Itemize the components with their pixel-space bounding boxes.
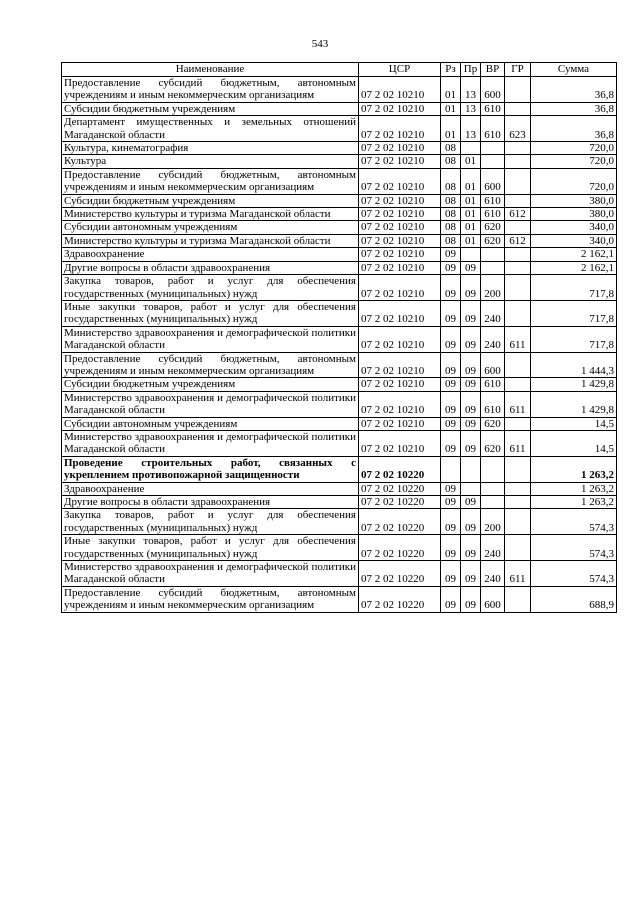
cell-name: Предоставление субсидий бюджетным, автономным учреждениям и иным некоммерческим организациям [62, 352, 359, 378]
cell-rz: 01 [441, 77, 461, 103]
cell-rz: 08 [441, 221, 461, 234]
cell-csr: 07 2 02 10210 [359, 378, 441, 391]
cell-vr: 240 [481, 561, 505, 587]
cell-pr [461, 482, 481, 495]
cell-sum: 717,8 [531, 300, 617, 326]
table-row [62, 326, 617, 352]
table-row [62, 378, 617, 391]
cell-pr: 09 [461, 378, 481, 391]
cell-sum: 340,0 [531, 221, 617, 234]
cell-sum: 720,0 [531, 168, 617, 194]
cell-csr: 07 2 02 10220 [359, 509, 441, 535]
cell-sum: 688,9 [531, 586, 617, 612]
cell-gr: 611 [505, 326, 531, 352]
cell-csr: 07 2 02 10210 [359, 168, 441, 194]
cell-gr: 611 [505, 561, 531, 587]
cell-name: Предоставление субсидий бюджетным, автономным учреждениям и иным некоммерческим организациям [62, 77, 359, 103]
cell-name: Культура, кинематография [62, 142, 359, 155]
cell-name: Другие вопросы в области здравоохранения [62, 496, 359, 509]
cell-name: Здравоохранение [62, 248, 359, 261]
header-name: Наименование [62, 63, 359, 77]
cell-name: Другие вопросы в области здравоохранения [62, 261, 359, 274]
cell-sum: 340,0 [531, 234, 617, 247]
cell-pr: 09 [461, 261, 481, 274]
table-row [62, 168, 617, 194]
cell-gr [505, 142, 531, 155]
cell-rz: 09 [441, 248, 461, 261]
cell-vr: 610 [481, 102, 505, 115]
table-row [62, 261, 617, 274]
cell-csr: 07 2 02 10220 [359, 456, 441, 482]
cell-gr [505, 378, 531, 391]
cell-csr: 07 2 02 10210 [359, 391, 441, 417]
table-row [62, 352, 617, 378]
cell-name: Проведение строительных работ, связанных с укреплением противопожарной защищенности [62, 456, 359, 482]
cell-vr: 600 [481, 352, 505, 378]
cell-pr: 13 [461, 102, 481, 115]
cell-pr: 09 [461, 391, 481, 417]
cell-pr: 01 [461, 221, 481, 234]
cell-vr: 200 [481, 509, 505, 535]
cell-gr: 611 [505, 430, 531, 456]
header-csr: ЦСР [359, 63, 441, 77]
cell-csr: 07 2 02 10220 [359, 496, 441, 509]
cell-sum: 717,8 [531, 275, 617, 301]
cell-rz: 09 [441, 261, 461, 274]
cell-vr: 620 [481, 430, 505, 456]
cell-gr [505, 261, 531, 274]
cell-gr [505, 168, 531, 194]
cell-name: Министерство культуры и туризма Магаданской области [62, 234, 359, 247]
cell-rz: 09 [441, 352, 461, 378]
cell-gr [505, 496, 531, 509]
cell-name: Иные закупки товаров, работ и услуг для обеспечения государственных (муниципальных) нужд [62, 535, 359, 561]
table-row [62, 221, 617, 234]
cell-name: Субсидии автономным учреждениям [62, 417, 359, 430]
table-row [62, 142, 617, 155]
cell-pr: 01 [461, 234, 481, 247]
cell-vr [481, 248, 505, 261]
cell-vr: 610 [481, 116, 505, 142]
cell-pr [461, 248, 481, 261]
cell-pr: 01 [461, 168, 481, 194]
cell-gr [505, 300, 531, 326]
cell-rz: 08 [441, 155, 461, 168]
cell-vr: 600 [481, 77, 505, 103]
header-gr: ГР [505, 63, 531, 77]
cell-gr [505, 456, 531, 482]
table-row [62, 102, 617, 115]
table-row [62, 586, 617, 612]
header-row [62, 63, 617, 77]
cell-rz: 09 [441, 417, 461, 430]
cell-csr: 07 2 02 10210 [359, 275, 441, 301]
cell-rz: 01 [441, 116, 461, 142]
cell-rz: 09 [441, 535, 461, 561]
cell-rz: 09 [441, 496, 461, 509]
cell-csr: 07 2 02 10210 [359, 248, 441, 261]
cell-name: Субсидии бюджетным учреждениям [62, 102, 359, 115]
cell-gr [505, 248, 531, 261]
cell-vr: 600 [481, 168, 505, 194]
table-row [62, 77, 617, 103]
table-body [62, 77, 617, 613]
cell-sum: 14,5 [531, 417, 617, 430]
table-row [62, 194, 617, 207]
cell-csr: 07 2 02 10210 [359, 261, 441, 274]
cell-name: Министерство здравоохранения и демографической политики Магаданской области [62, 391, 359, 417]
cell-pr: 01 [461, 155, 481, 168]
cell-rz: 09 [441, 326, 461, 352]
header-vr: ВР [481, 63, 505, 77]
cell-pr: 09 [461, 561, 481, 587]
cell-rz: 01 [441, 102, 461, 115]
cell-name: Министерство здравоохранения и демографической политики Магаданской области [62, 561, 359, 587]
cell-gr [505, 482, 531, 495]
table-row [62, 300, 617, 326]
cell-gr [505, 509, 531, 535]
cell-name: Министерство здравоохранения и демографической политики Магаданской области [62, 326, 359, 352]
table-row [62, 417, 617, 430]
cell-csr: 07 2 02 10210 [359, 77, 441, 103]
cell-csr: 07 2 02 10210 [359, 300, 441, 326]
cell-rz: 09 [441, 509, 461, 535]
cell-vr [481, 155, 505, 168]
cell-sum: 36,8 [531, 77, 617, 103]
cell-csr: 07 2 02 10210 [359, 326, 441, 352]
cell-sum: 1 263,2 [531, 496, 617, 509]
cell-vr [481, 482, 505, 495]
cell-sum: 1 263,2 [531, 482, 617, 495]
cell-sum: 36,8 [531, 102, 617, 115]
cell-rz: 08 [441, 142, 461, 155]
cell-rz: 09 [441, 378, 461, 391]
cell-csr: 07 2 02 10210 [359, 142, 441, 155]
cell-gr [505, 77, 531, 103]
table-row [62, 116, 617, 142]
cell-csr: 07 2 02 10220 [359, 586, 441, 612]
cell-rz: 09 [441, 482, 461, 495]
cell-name: Закупка товаров, работ и услуг для обеспечения государственных (муниципальных) нужд [62, 275, 359, 301]
table-row [62, 456, 617, 482]
cell-csr: 07 2 02 10210 [359, 155, 441, 168]
cell-gr: 623 [505, 116, 531, 142]
budget-table [61, 62, 617, 613]
cell-sum: 1 444,3 [531, 352, 617, 378]
table-row [62, 561, 617, 587]
cell-sum: 1 263,2 [531, 456, 617, 482]
cell-sum: 574,3 [531, 509, 617, 535]
cell-gr [505, 586, 531, 612]
cell-gr: 612 [505, 234, 531, 247]
cell-vr: 240 [481, 300, 505, 326]
cell-name: Субсидии автономным учреждениям [62, 221, 359, 234]
cell-csr: 07 2 02 10210 [359, 221, 441, 234]
cell-sum: 36,8 [531, 116, 617, 142]
cell-vr [481, 261, 505, 274]
cell-name: Иные закупки товаров, работ и услуг для обеспечения государственных (муниципальных) нужд [62, 300, 359, 326]
cell-rz: 08 [441, 234, 461, 247]
cell-gr: 611 [505, 391, 531, 417]
page-number: 543 [311, 38, 329, 50]
cell-pr: 01 [461, 194, 481, 207]
cell-pr [461, 142, 481, 155]
cell-name: Департамент имущественных и земельных отношений Магаданской области [62, 116, 359, 142]
cell-sum: 380,0 [531, 208, 617, 221]
cell-sum: 1 429,8 [531, 391, 617, 417]
cell-pr: 13 [461, 77, 481, 103]
cell-pr: 09 [461, 326, 481, 352]
cell-sum: 717,8 [531, 326, 617, 352]
cell-sum: 720,0 [531, 155, 617, 168]
cell-rz: 08 [441, 208, 461, 221]
table-row [62, 275, 617, 301]
cell-pr: 09 [461, 300, 481, 326]
cell-gr: 612 [505, 208, 531, 221]
cell-vr: 240 [481, 535, 505, 561]
cell-rz: 09 [441, 561, 461, 587]
cell-csr: 07 2 02 10210 [359, 234, 441, 247]
cell-vr [481, 456, 505, 482]
header-rz: Рз [441, 63, 461, 77]
cell-vr: 600 [481, 586, 505, 612]
cell-pr: 09 [461, 496, 481, 509]
cell-pr: 09 [461, 430, 481, 456]
header-pr: Пр [461, 63, 481, 77]
cell-gr [505, 221, 531, 234]
cell-rz: 09 [441, 275, 461, 301]
cell-gr [505, 102, 531, 115]
cell-csr: 07 2 02 10210 [359, 102, 441, 115]
table-row [62, 535, 617, 561]
cell-sum: 380,0 [531, 194, 617, 207]
cell-name: Предоставление субсидий бюджетным, автономным учреждениям и иным некоммерческим организациям [62, 168, 359, 194]
table-row [62, 234, 617, 247]
table-row [62, 208, 617, 221]
cell-pr: 09 [461, 352, 481, 378]
cell-vr: 620 [481, 221, 505, 234]
table-row [62, 248, 617, 261]
cell-pr: 01 [461, 208, 481, 221]
cell-name: Культура [62, 155, 359, 168]
table-row [62, 430, 617, 456]
cell-csr: 07 2 02 10210 [359, 116, 441, 142]
cell-pr: 09 [461, 509, 481, 535]
cell-gr [505, 417, 531, 430]
table-row [62, 155, 617, 168]
cell-name: Министерство здравоохранения и демографической политики Магаданской области [62, 430, 359, 456]
cell-rz: 09 [441, 430, 461, 456]
cell-csr: 07 2 02 10210 [359, 208, 441, 221]
cell-vr [481, 142, 505, 155]
table-row [62, 391, 617, 417]
table-row [62, 509, 617, 535]
cell-pr: 09 [461, 417, 481, 430]
cell-vr: 610 [481, 378, 505, 391]
cell-vr: 610 [481, 208, 505, 221]
cell-csr: 07 2 02 10220 [359, 535, 441, 561]
cell-sum: 574,3 [531, 561, 617, 587]
cell-sum: 574,3 [531, 535, 617, 561]
cell-vr: 620 [481, 234, 505, 247]
cell-pr: 13 [461, 116, 481, 142]
cell-name: Здравоохранение [62, 482, 359, 495]
cell-rz: 08 [441, 168, 461, 194]
cell-sum: 2 162,1 [531, 248, 617, 261]
cell-vr: 200 [481, 275, 505, 301]
cell-csr: 07 2 02 10210 [359, 194, 441, 207]
cell-sum: 14,5 [531, 430, 617, 456]
cell-gr [505, 352, 531, 378]
cell-name: Субсидии бюджетным учреждениям [62, 194, 359, 207]
cell-csr: 07 2 02 10220 [359, 482, 441, 495]
cell-sum: 1 429,8 [531, 378, 617, 391]
cell-rz: 09 [441, 300, 461, 326]
cell-name: Субсидии бюджетным учреждениям [62, 378, 359, 391]
cell-gr [505, 275, 531, 301]
cell-rz: 08 [441, 194, 461, 207]
cell-vr: 610 [481, 391, 505, 417]
header-sum: Сумма [531, 63, 617, 77]
cell-csr: 07 2 02 10210 [359, 417, 441, 430]
cell-vr: 610 [481, 194, 505, 207]
cell-vr [481, 496, 505, 509]
cell-csr: 07 2 02 10210 [359, 352, 441, 378]
cell-pr: 09 [461, 586, 481, 612]
table-row [62, 482, 617, 495]
cell-pr: 09 [461, 275, 481, 301]
cell-rz: 09 [441, 586, 461, 612]
cell-gr [505, 535, 531, 561]
cell-csr: 07 2 02 10220 [359, 561, 441, 587]
cell-vr: 620 [481, 417, 505, 430]
cell-csr: 07 2 02 10210 [359, 430, 441, 456]
cell-sum: 720,0 [531, 142, 617, 155]
cell-gr [505, 194, 531, 207]
cell-name: Закупка товаров, работ и услуг для обеспечения государственных (муниципальных) нужд [62, 509, 359, 535]
cell-rz [441, 456, 461, 482]
cell-gr [505, 155, 531, 168]
cell-vr: 240 [481, 326, 505, 352]
cell-sum: 2 162,1 [531, 261, 617, 274]
cell-pr: 09 [461, 535, 481, 561]
cell-rz: 09 [441, 391, 461, 417]
cell-name: Министерство культуры и туризма Магаданской области [62, 208, 359, 221]
cell-name: Предоставление субсидий бюджетным, автономным учреждениям и иным некоммерческим организациям [62, 586, 359, 612]
table-row [62, 496, 617, 509]
cell-pr [461, 456, 481, 482]
